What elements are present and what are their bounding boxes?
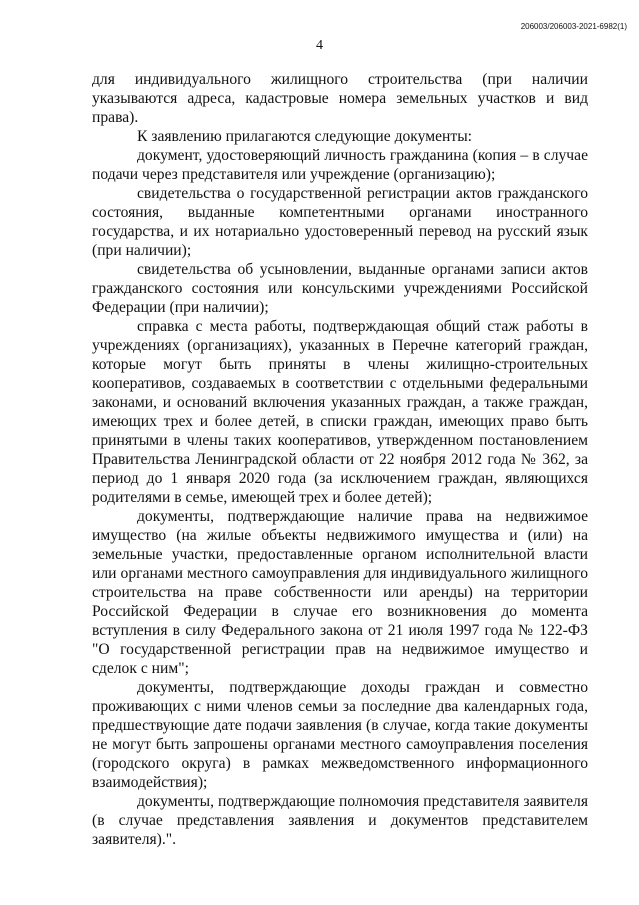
paragraph-civil-registration: свидетельства о государственной регистрации актов гражданского состояния, выданные компетентными органами иностранного государства, и их нотариально удостоверенный перевод на русский язык (при наличии); <box>92 185 588 259</box>
paragraph-intro: К заявлению прилагаются следующие документы: <box>137 128 473 145</box>
document-number: 206003/206003-2021-6982(1) <box>520 22 627 31</box>
page-number: 4 <box>316 38 323 53</box>
paragraph-continuation: для индивидуального жилищного строительства (при наличии указываются адреса, кадастровые номера земельных участков и вид права). <box>92 71 588 126</box>
paragraph-adoption: свидетельства об усыновлении, выданные органами записи актов гражданского состояния или консульскими учреждениями Российской Федерации (при наличии); <box>92 261 588 316</box>
paragraph-representative: документы, подтверждающие полномочия представителя заявителя (в случае представления заявления и документов представителем заявителя).". <box>92 793 588 848</box>
paragraph-employment-certificate: справка с места работы, подтверждающая общий стаж работы в учреждениях (организациях), указанных в Перечне категорий граждан, которые могут быть приняты в члены жилищно-строительных кооперативов, создаваемых в соответствии с отдельными федеральными законами, и оснований включения указанных граждан, а также граждан, имеющих трех и более детей, в списки граждан, имеющих право быть принятыми в члены таких кооперативов, утвержденном постановлением Правительства Ленинградской области от 22 ноября 2012 года № 362, за период до 1 января 2020 года (за исключением граждан, являющихся родителями в семье, имеющей трех и более детей); <box>92 318 588 506</box>
document-body <box>92 70 588 849</box>
paragraph-property-rights: документы, подтверждающие наличие права на недвижимое имущество (на жилые объекты недвижимого имущества и (или) на земельные участки, предоставленные органом исполнительной власти или органами местного самоуправления для индивидуального жилищного строительства на праве собственности или аренды) на территории Российской Федерации в случае его возникновения до момента вступления в силу Федерального закона от 21 июля 1997 года № 122-ФЗ "О государственной регистрации прав на недвижимое имущество и сделок с ним"; <box>92 508 588 677</box>
paragraph-identity-document: документ, удостоверяющий личность гражданина (копия – в случае подачи через представителя или учреждение (организацию); <box>92 147 588 183</box>
paragraph-income: документы, подтверждающие доходы граждан и совместно проживающих с ними членов семьи за последние два календарных года, предшествующие дате подачи заявления (в случае, когда такие документы не могут быть запрошены органами местного самоуправления поселения (городского округа) в рамках межведомственного информационного взаимодействия); <box>92 679 588 791</box>
